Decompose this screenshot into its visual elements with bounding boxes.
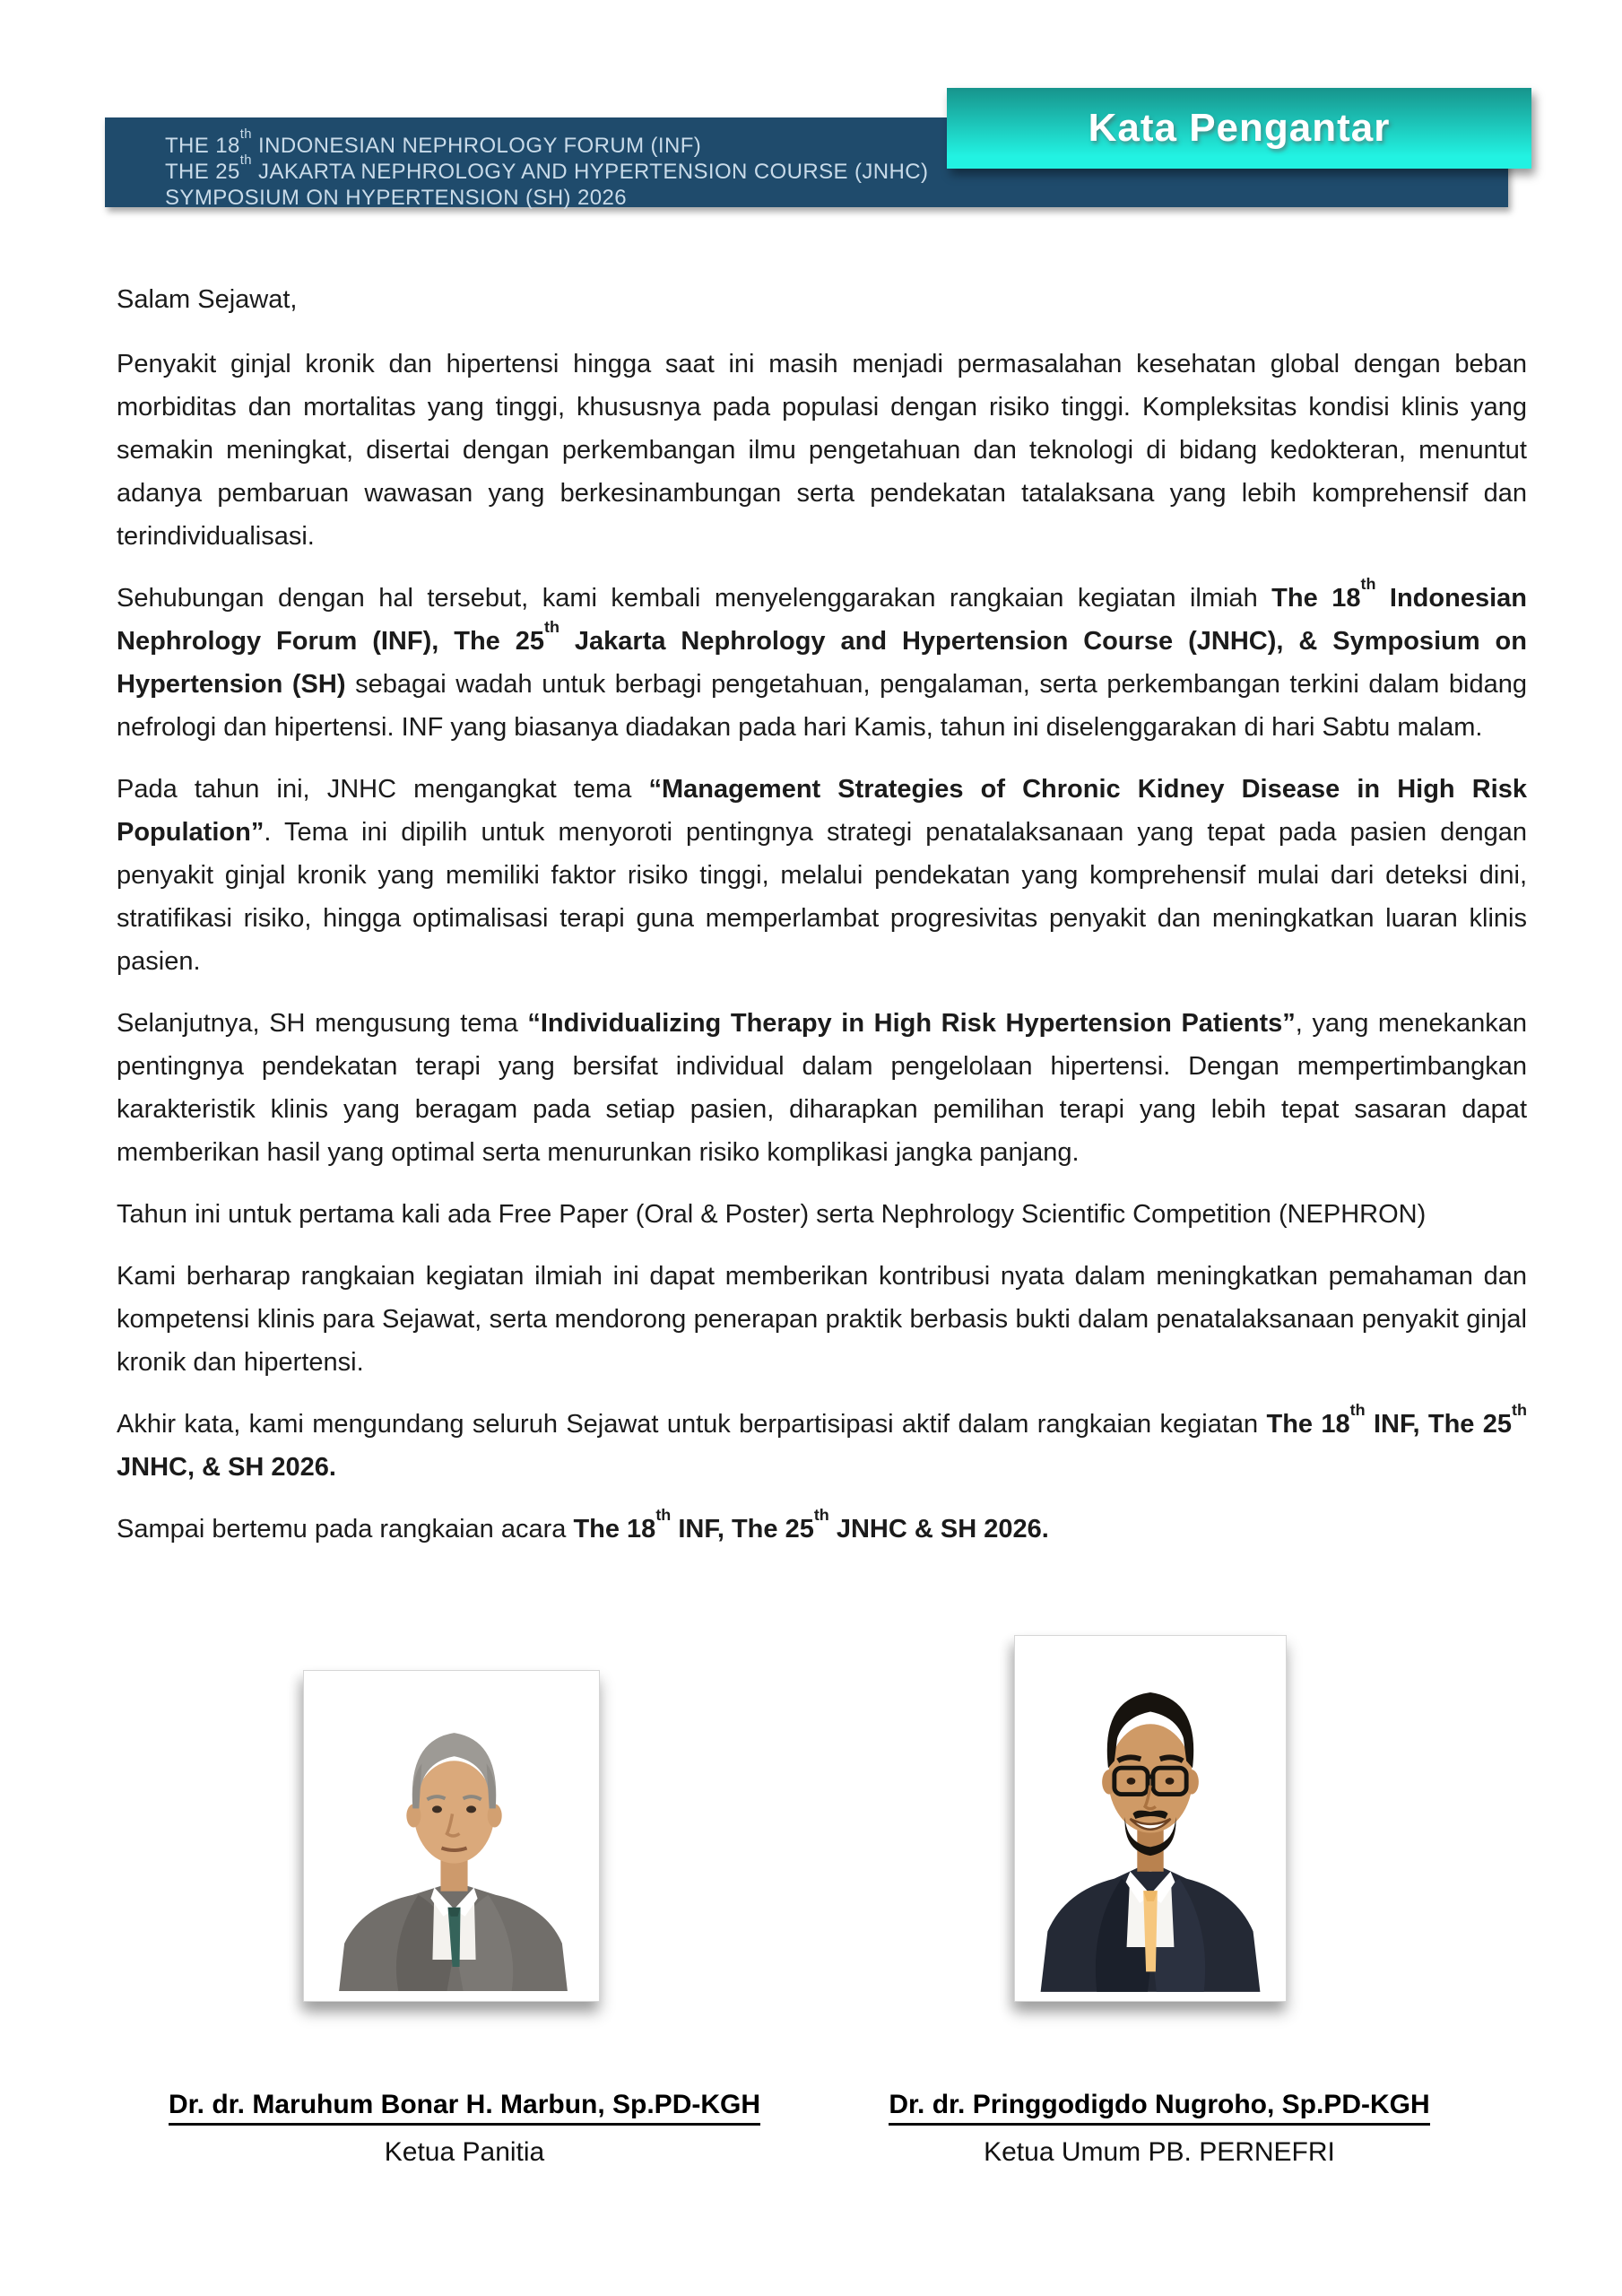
text-run: The 18 <box>1271 584 1361 613</box>
text-run: . Tema ini dipilih untuk menyoroti pentingnya strategi penatalaksanaan yang tepat pada pasien dengan penyakit ginjal kronik yang memiliki faktor risiko tinggi, melalui pendekatan yang komprehensif mulai dari deteksi dini, stratifikasi risiko, hingga optimalisasi terapi guna memperlambat progresivitas penyakit dan meningkatkan luaran klinis pasien. <box>117 818 1527 976</box>
text-run: The 18 <box>573 1515 656 1544</box>
paragraph <box>117 1403 1527 1489</box>
portrait-photo-ketua-umum <box>1014 1635 1287 2002</box>
signature-role-right: Ketua Umum PB. PERNEFRI <box>984 2137 1335 2167</box>
text-run: Sehubungan dengan hal tersebut, kami kembali menyelenggarakan rangkaian kegiatan ilmiah <box>117 584 1272 613</box>
paragraph <box>117 1508 1527 1551</box>
text-run: th <box>239 153 252 169</box>
paragraph <box>117 577 1527 749</box>
text-run: th <box>1349 1401 1366 1420</box>
signature-block-left <box>151 2090 778 2168</box>
signature-block-right <box>846 2090 1473 2168</box>
text-run: INDONESIAN NEPHROLOGY FORUM (INF) <box>251 134 702 158</box>
text-run: Akhir kata, kami mengundang seluruh Sejawat untuk berpartisipasi aktif dalam rangkaian kegiatan <box>117 1410 1267 1439</box>
text-run: JNHC & SH 2026. <box>828 1515 1049 1544</box>
text-run: th <box>1512 1401 1527 1420</box>
paragraph <box>117 1002 1527 1174</box>
text-run: INF, The 25 <box>1365 1410 1513 1439</box>
text-run: Indonesian Nephrology Forum (INF), The 25 <box>117 584 1527 656</box>
text-run: THE 25 <box>165 160 240 184</box>
portrait-illustration-man-with-glasses <box>1023 1644 1278 1993</box>
text-run: sebagai wadah untuk berbagi pengetahuan, pengalaman, serta perkembangan terkini dalam bidang nefrologi dan hipertensi. INF yang biasanya diadakan pada hari Kamis, tahun ini diselenggarakan di hari Sabtu malam. <box>117 670 1527 742</box>
letter-body <box>117 265 1527 1570</box>
signature-name-left: Dr. dr. Maruhum Bonar H. Marbun, Sp.PD-KGH <box>169 2090 760 2126</box>
text-run: “Individualizing Therapy in High Risk Hypertension Patients” <box>527 1009 1296 1038</box>
text-run: Penyakit ginjal kronik dan hipertensi hingga saat ini masih menjadi permasalahan kesehatan global dengan beban morbiditas dan mortalitas yang tinggi, khususnya pada populasi dengan risiko tinggi. Kompleksitas kondisi klinis yang semakin meningkat, disertai dengan perkembangan ilmu pengetahuan dan teknologi di bidang kedokteran, menuntut adanya pembaruan wawasan yang berkesinambungan serta pendekatan tatalaksana yang lebih komprehensif dan terindividualisasi. <box>117 350 1527 551</box>
text-run: “Management Strategies of Chronic Kidney Disease in High Risk Population” <box>117 775 1527 847</box>
text-run: THE 18 <box>165 134 240 158</box>
portrait-illustration-gray-haired-man <box>312 1679 591 1993</box>
text-run: SYMPOSIUM ON HYPERTENSION (SH) 2026 <box>165 186 627 210</box>
kata-pengantar-ribbon <box>947 88 1531 169</box>
page-title: Kata Pengantar <box>1088 106 1391 150</box>
text-run: th <box>1360 575 1376 594</box>
event-title-line <box>165 185 1508 211</box>
text-run: th <box>813 1506 829 1525</box>
signature-role-left: Ketua Panitia <box>384 2137 545 2167</box>
paragraph <box>117 768 1527 983</box>
greeting: Salam Sejawat, <box>117 285 298 314</box>
letter-paragraphs <box>117 343 1527 1551</box>
paragraph <box>117 1255 1527 1384</box>
text-run: Kami berharap rangkaian kegiatan ilmiah ini dapat memberikan kontribusi nyata dalam meningkatkan pemahaman dan kompetensi klinis para Sejawat, serta mendorong penerapan praktik berbasis bukti dalam penatalaksanaan penyakit ginjal kronik dan hipertensi. <box>117 1262 1527 1377</box>
paragraph <box>117 343 1527 558</box>
text-run: Tahun ini untuk pertama kali ada Free Paper (Oral & Poster) serta Nephrology Scientific Competition (NEPHRON) <box>117 1200 1427 1229</box>
text-run: Selanjutnya, SH mengusung tema <box>117 1009 528 1038</box>
text-run: Pada tahun ini, JNHC mengangkat tema <box>117 775 649 804</box>
text-run: Sampai bertemu pada rangkaian acara <box>117 1515 574 1544</box>
text-run: th <box>655 1506 672 1525</box>
text-run: th <box>239 127 252 143</box>
text-run: INF, The 25 <box>671 1515 814 1544</box>
signature-name-right: Dr. dr. Pringgodigdo Nugroho, Sp.PD-KGH <box>889 2090 1429 2126</box>
paragraph <box>117 1193 1527 1236</box>
text-run: JAKARTA NEPHROLOGY AND HYPERTENSION COURSE (JNHC) <box>251 160 929 184</box>
text-run: JNHC, & SH 2026. <box>117 1453 336 1482</box>
portrait-photo-ketua-panitia <box>303 1670 600 2002</box>
text-run: Jakarta Nephrology and Hypertension Course (JNHC), & Symposium on Hypertension (SH) <box>117 627 1527 699</box>
text-run: The 18 <box>1266 1410 1350 1439</box>
text-run: , yang menekankan pentingnya pendekatan terapi yang bersifat individual dalam pengelolaan hipertensi. Dengan mempertimbangkan karakteristik klinis yang beragam pada setiap pasien, diharapkan pemilihan terapi yang lebih tepat sasaran dapat memberikan hasil yang optimal serta menurunkan risiko komplikasi jangka panjang. <box>117 1009 1527 1167</box>
text-run: th <box>544 618 559 637</box>
